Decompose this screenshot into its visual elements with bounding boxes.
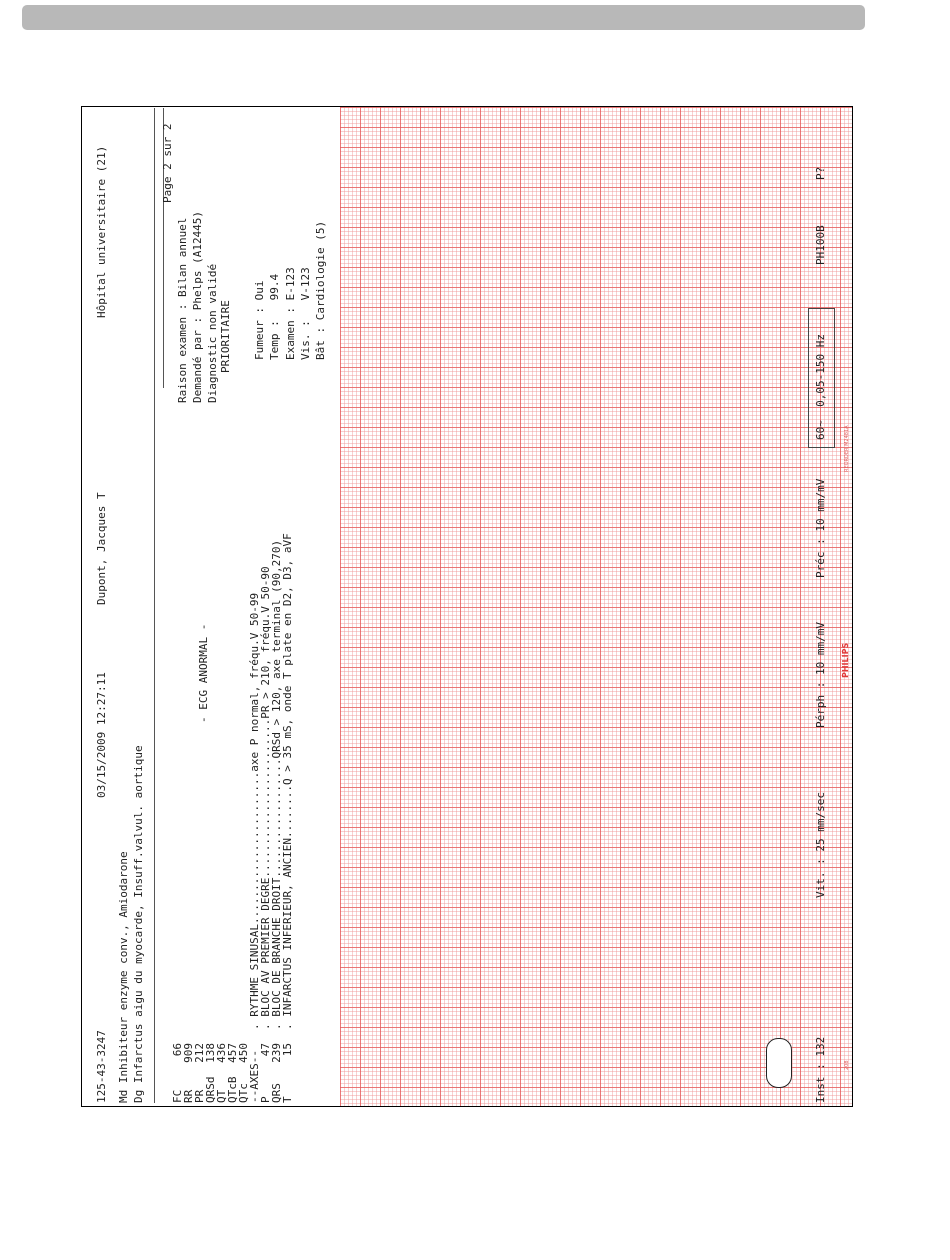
paper-speed: Vit. : 25 mm/sec — [814, 792, 827, 898]
interpretation-line: . INFARCTUS INFERIEUR, ANCIEN........Q > 35 mS, onde T plate en D2, D3, aVF — [281, 533, 294, 1030]
measurement-row: T 15 — [281, 1043, 294, 1103]
instrument-number: Inst : 132 — [814, 1036, 827, 1103]
measurement-row: FC 66 — [171, 1043, 184, 1103]
interpretation-line: . BLOC AV PREMIER DEGRE........................PR > 210, fréqu.V 50-90 — [259, 566, 272, 1030]
device-id: PH100B — [814, 225, 827, 265]
measurement-row: QRSd 138 — [204, 1043, 217, 1103]
header-divider — [154, 108, 155, 1103]
requested-by: Demandé par : Phelps (A12445) — [191, 210, 204, 403]
ecg-grid-paper — [340, 107, 853, 1107]
measurement-row: QTc 450 — [237, 1043, 250, 1103]
patient-name: Dupont, Jacques T — [95, 492, 108, 605]
smoker-field: Fumeur : Oui — [253, 280, 266, 360]
peripheral-gain: Pérph : 10 mm/mV — [814, 622, 827, 728]
measurement-row: RR 909 — [182, 1043, 195, 1103]
temperature-field: Temp : 99.4 — [268, 273, 281, 360]
unknown-code: P? — [814, 166, 827, 180]
top-toolbar-bar — [22, 5, 865, 30]
measurement-row: QT 436 — [215, 1043, 228, 1103]
measurement-row: QRS 239 — [270, 1043, 283, 1103]
diagnosis-line: Dg Infarctus aigu du myocarde, Insuff.valvul. aortique — [132, 745, 145, 1103]
interpretation-line: . BLOC DE BRANCHE DROIT..................QRSd > 120, axe terminal (90,270) — [270, 539, 283, 1030]
measurements-list — [172, 1043, 293, 1103]
building-field: Bât : Cardiologie (5) — [314, 220, 327, 360]
measurement-row: P 47 — [259, 1043, 272, 1103]
frequency-filter: 60~ 0,05-150 Hz — [814, 334, 827, 440]
hospital-name: Hôpital universitaire (21) — [95, 145, 108, 318]
paper-code-left: 208 — [844, 1060, 850, 1070]
ecg-abnormal-label: - ECG ANORMAL - — [197, 623, 210, 723]
priority-label: PRIORITAIRE — [219, 300, 232, 373]
measurement-row: --AXES-- — [248, 1050, 261, 1103]
exam-number-field: Examen : E-123 — [284, 267, 297, 360]
ecg-report-sheet — [81, 106, 853, 1107]
visit-number-field: Vis. : V-123 — [299, 267, 312, 360]
interpretation-line: . RYTHME SINUSAL.......................axe P normal, fréqu.V 50-99 — [248, 592, 261, 1030]
measurement-row: QTcB 457 — [226, 1043, 239, 1103]
oval-stamp — [766, 1038, 792, 1088]
rotated-report-content — [82, 107, 853, 1107]
exam-reason: Raison examen : Bilan annuel — [176, 217, 189, 403]
measurement-row: PR 212 — [193, 1043, 206, 1103]
medication-line: Md Inhibiteur enzyme conv., Amiodarone — [117, 851, 130, 1103]
exam-datetime: 03/15/2009 12:27:11 — [95, 672, 108, 798]
diagnostic-status: Diagnostic non validé — [206, 263, 219, 403]
precordial-gain: Préc : 10 mm/mV — [814, 478, 827, 578]
paper-reorder-code: REORDER M2481A — [844, 425, 850, 472]
philips-logo: PHILIPS — [841, 642, 850, 678]
patient-id: 125-43-3247 — [95, 1030, 108, 1103]
page-number: Page 2 sur 2 — [161, 123, 174, 203]
